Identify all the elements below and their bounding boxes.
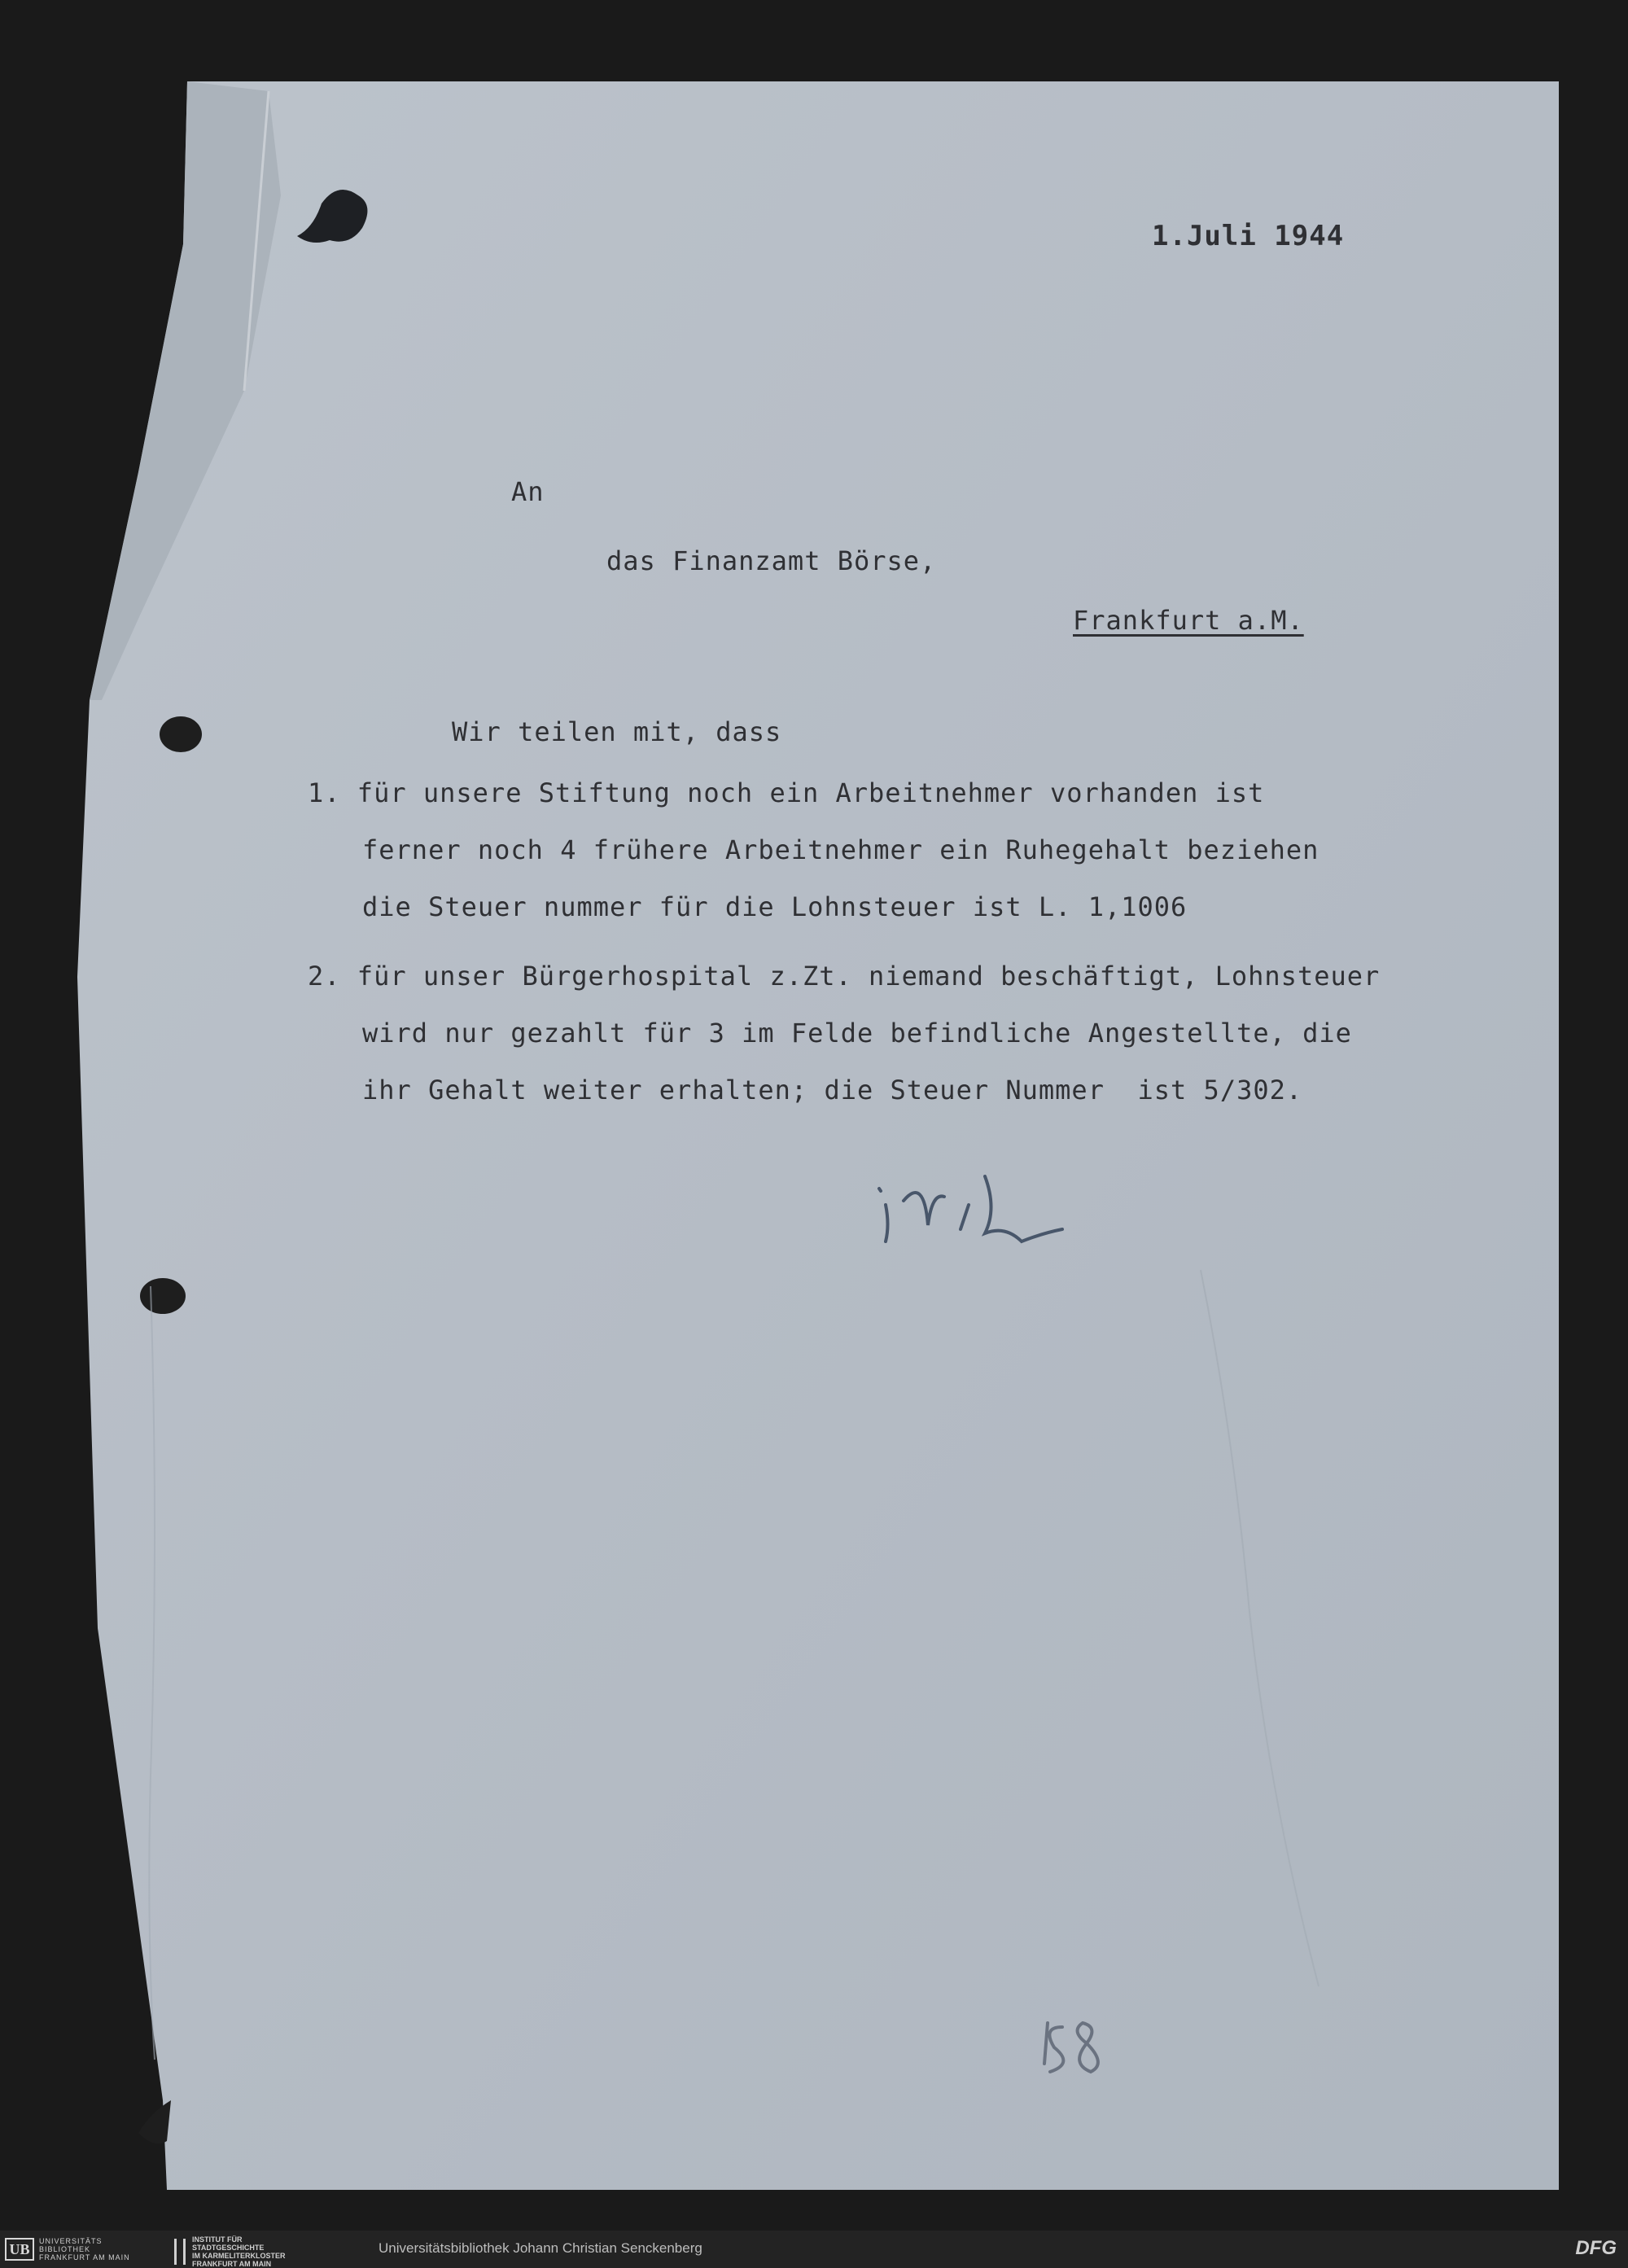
letter-date: 1.Juli 1944	[1152, 220, 1345, 252]
ub-line: BIBLIOTHEK	[39, 2245, 91, 2253]
isg-line: FRANKFURT AM MAIN	[192, 2260, 272, 2268]
isg-line: INSTITUT FÜR	[192, 2235, 243, 2244]
body-line: ferner noch 4 frühere Arbeitnehmer ein Ruhegehalt beziehen	[362, 834, 1319, 865]
dfg-logo: DFG	[1575, 2237, 1617, 2259]
footer-bar	[0, 2231, 1628, 2268]
handwritten-page-number	[1038, 2011, 1127, 2076]
ub-line: UNIVERSITÄTS	[39, 2237, 103, 2245]
ub-logo	[5, 2237, 130, 2261]
punch-hole-bottom	[140, 1278, 186, 1314]
isg-text	[192, 2235, 286, 2268]
isg-mark-icon	[174, 2239, 186, 2265]
ub-badge: UB	[5, 2238, 34, 2261]
isg-line: IM KARMELITERKLOSTER	[192, 2252, 286, 2260]
ub-text	[39, 2237, 130, 2261]
recipient: das Finanzamt Börse,	[606, 545, 937, 576]
body-line: 1. für unsere Stiftung noch ein Arbeitnehmer vorhanden ist	[308, 777, 1265, 808]
library-credit: Universitätsbibliothek Johann Christian Senckenberg	[379, 2240, 702, 2256]
body-line: 2. für unser Bürgerhospital z.Zt. niemand beschäftigt, Lohnsteuer	[308, 961, 1381, 992]
body-line: ihr Gehalt weiter erhalten; die Steuer Nummer ist 5/302.	[362, 1075, 1303, 1106]
paper-body	[77, 81, 1559, 2190]
isg-logo	[174, 2235, 286, 2268]
body-line: wird nur gezahlt für 3 im Felde befindliche Angestellte, die	[362, 1018, 1352, 1049]
tear-bottom-left	[138, 2100, 171, 2143]
ub-line: FRANKFURT AM MAIN	[39, 2253, 130, 2261]
body-line: die Steuer nummer für die Lohnsteuer ist L. 1,1006	[362, 891, 1188, 922]
recipient-city: Frankfurt a.M.	[1073, 605, 1304, 636]
salutation: An	[511, 476, 545, 507]
handwritten-initials	[863, 1160, 1107, 1250]
isg-line: STADTGESCHICHTE	[192, 2244, 265, 2252]
punch-hole-top	[160, 716, 202, 752]
intro-line: Wir teilen mit, dass	[452, 716, 782, 747]
